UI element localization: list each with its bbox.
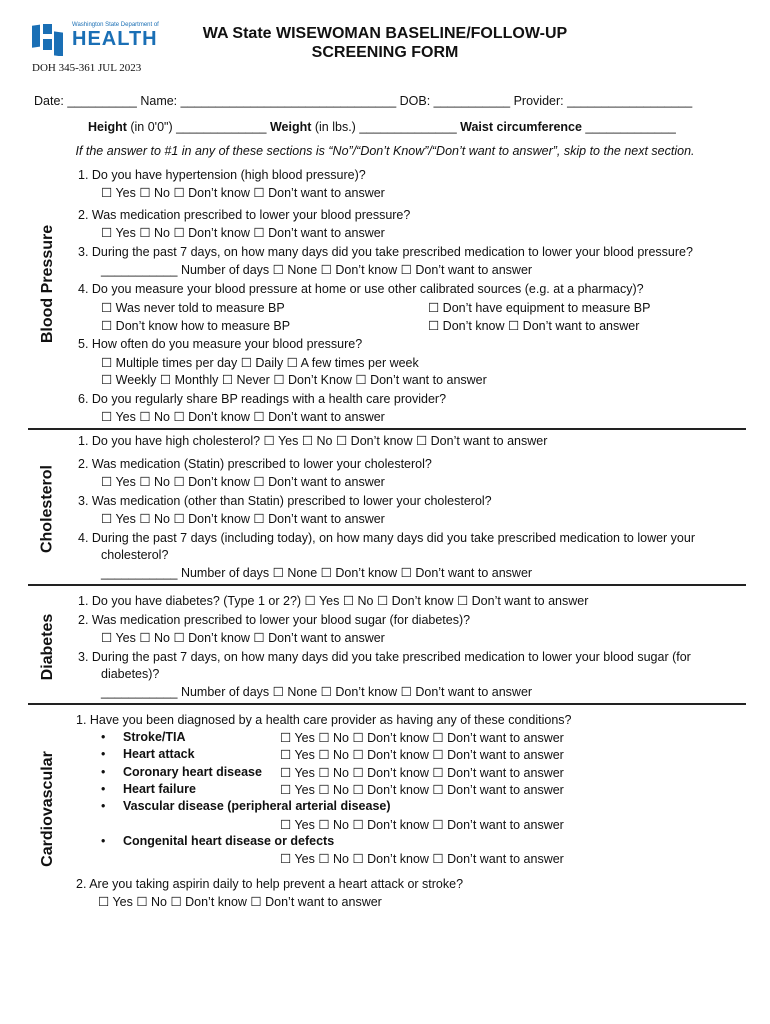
cardio-item-options[interactable]: ☐ Yes ☐ No ☐ Don’t know ☐ Don’t want to answer (280, 766, 564, 780)
section-label-diabetes: Diabetes (39, 613, 56, 681)
chol-q4-continued: cholesterol? (101, 548, 169, 562)
cardio-q2-options[interactable]: ☐ Yes ☐ No ☐ Don’t know ☐ Don’t want to answer (98, 895, 382, 909)
form-title (160, 24, 610, 62)
bp-q5-options-1[interactable]: ☐ Multiple times per day ☐ Daily ☐ A few times per week (101, 356, 419, 370)
bp-q3: 3. During the past 7 days, on how many days did you take prescribed medication to lower your blood pressure? (78, 245, 693, 259)
diab-q3: 3. During the past 7 days, on how many days did you take prescribed medication to lower your blood sugar (for (78, 650, 691, 664)
section-divider (28, 428, 746, 430)
cardio-item-label: Stroke/TIA (123, 730, 186, 744)
chol-q2-options[interactable]: ☐ Yes ☐ No ☐ Don’t know ☐ Don’t want to answer (101, 475, 385, 489)
logo-mark-icon (30, 22, 70, 56)
cardio-item-options[interactable]: ☐ Yes ☐ No ☐ Don’t know ☐ Don’t want to answer (280, 783, 564, 797)
cardio-item-options[interactable]: ☐ Yes ☐ No ☐ Don’t know ☐ Don’t want to answer (280, 852, 564, 866)
bp-q2-options[interactable]: ☐ Yes ☐ No ☐ Don’t know ☐ Don’t want to answer (101, 226, 385, 240)
bp-q5: 5. How often do you measure your blood pressure? (78, 337, 363, 351)
section-divider (28, 584, 746, 586)
bp-q6-options[interactable]: ☐ Yes ☐ No ☐ Don’t know ☐ Don’t want to answer (101, 410, 385, 424)
cardio-item: • Heart failure (101, 782, 196, 796)
cardio-item-label: Congenital heart disease or defects (123, 834, 335, 848)
title-line-2: SCREENING FORM (311, 44, 459, 61)
section-label-cardiovascular: Cardiovascular (39, 751, 56, 867)
cardio-q1: 1. Have you been diagnosed by a health care provider as having any of these conditions? (76, 713, 572, 727)
diab-q2-options[interactable]: ☐ Yes ☐ No ☐ Don’t know ☐ Don’t want to answer (101, 631, 385, 645)
diab-q1[interactable]: 1. Do you have diabetes? (Type 1 or 2?) ☐ Yes ☐ No ☐ Don’t know ☐ Don’t want to answer (78, 594, 589, 608)
cardio-item: • Stroke/TIA (101, 730, 186, 744)
doc-number: DOH 345-361 JUL 2023 (32, 62, 142, 74)
cardio-item-label: Vascular disease (peripheral arterial disease) (123, 799, 391, 813)
height-label: Height (88, 120, 127, 134)
chol-q3: 3. Was medication (other than Statin) prescribed to lower your cholesterol? (78, 494, 492, 508)
title-line-1: WA State WISEWOMAN BASELINE/FOLLOW-UP (202, 25, 568, 42)
bp-q2: 2. Was medication prescribed to lower your blood pressure? (78, 208, 411, 222)
chol-q4-options[interactable]: ___________ Number of days ☐ None ☐ Don’t know ☐ Don’t want to answer (101, 566, 533, 580)
bp-q1-options[interactable]: ☐ Yes ☐ No ☐ Don’t know ☐ Don’t want to answer (101, 186, 385, 200)
cardio-item: • Coronary heart disease (101, 765, 262, 779)
doh-logo (30, 20, 160, 56)
weight-label: Weight (269, 120, 312, 134)
cardio-item: • Heart attack (101, 747, 195, 761)
cardio-item-label: Heart failure (123, 782, 196, 796)
bp-q4-option-no-equipment[interactable]: ☐ Don’t have equipment to measure BP (428, 301, 651, 315)
chol-q2: 2. Was medication (Statin) prescribed to lower your cholesterol? (78, 457, 432, 471)
chol-q1[interactable]: 1. Do you have high cholesterol? ☐ Yes ☐ No ☐ Don’t know ☐ Don’t want to answer (78, 434, 548, 448)
cardio-item-label: Heart attack (123, 747, 195, 761)
cardio-item-options[interactable]: ☐ Yes ☐ No ☐ Don’t know ☐ Don’t want to answer (280, 731, 564, 745)
height-field[interactable]: (in 0'0") _____________ (126, 120, 270, 134)
cardio-item-label: Coronary heart disease (123, 765, 262, 779)
bp-q4-option-dont-know[interactable]: ☐ Don’t know ☐ Don’t want to answer (428, 319, 640, 333)
diab-q2: 2. Was medication prescribed to lower your blood sugar (for diabetes)? (78, 613, 471, 627)
bp-q5-options-2[interactable]: ☐ Weekly ☐ Monthly ☐ Never ☐ Don’t Know ☐ Don’t want to answer (101, 373, 487, 387)
cardio-item-options[interactable]: ☐ Yes ☐ No ☐ Don’t know ☐ Don’t want to answer (280, 748, 564, 762)
section-label-blood-pressure: Blood Pressure (39, 224, 56, 344)
cardio-item: • Vascular disease (peripheral arterial disease) (101, 799, 391, 813)
skip-instruction: If the answer to #1 in any of these sections is “No”/“Don’t Know”/“Don’t want to answer”, skip to the next section. (75, 144, 695, 158)
bp-q3-options[interactable]: ___________ Number of days ☐ None ☐ Don’t know ☐ Don’t want to answer (101, 263, 533, 277)
section-label-cholesterol: Cholesterol (38, 465, 56, 554)
bp-q1: 1. Do you have hypertension (high blood pressure)? (78, 168, 366, 182)
chol-q4: 4. During the past 7 days (including today), on how many days did you take prescribed medication to lower your (78, 531, 695, 545)
cardio-q2: 2. Are you taking aspirin daily to help prevent a heart attack or stroke? (76, 877, 464, 891)
cardio-item: • Congenital heart disease or defects (101, 834, 335, 848)
weight-field[interactable]: (in lbs.) ______________ (311, 120, 461, 134)
diab-q3-continued: diabetes)? (101, 667, 160, 681)
section-divider (28, 703, 746, 705)
bp-q4-option-never-told[interactable]: ☐ Was never told to measure BP (101, 301, 285, 315)
waist-field[interactable]: _____________ (581, 120, 676, 134)
chol-q3-options[interactable]: ☐ Yes ☐ No ☐ Don’t know ☐ Don’t want to answer (101, 512, 385, 526)
logo-big-text: HEALTH (72, 28, 158, 50)
bp-q4-option-dont-know-how[interactable]: ☐ Don’t know how to measure BP (101, 319, 291, 333)
cardio-item-options[interactable]: ☐ Yes ☐ No ☐ Don’t know ☐ Don’t want to answer (280, 818, 564, 832)
waist-label: Waist circumference (460, 120, 582, 134)
measurements-line[interactable] (88, 120, 676, 134)
diab-q3-options[interactable]: ___________ Number of days ☐ None ☐ Don’t know ☐ Don’t want to answer (101, 685, 533, 699)
bp-q4: 4. Do you measure your blood pressure at home or use other calibrated sources (e.g. at a pharmacy)? (78, 282, 644, 296)
logo-small-text: Washington State Department of (72, 22, 159, 28)
date-name-dob-provider-line[interactable]: Date: __________ Name: _______________________________ DOB: ___________ Provider: __________________ (34, 94, 693, 108)
bp-q6: 6. Do you regularly share BP readings with a health care provider? (78, 392, 447, 406)
